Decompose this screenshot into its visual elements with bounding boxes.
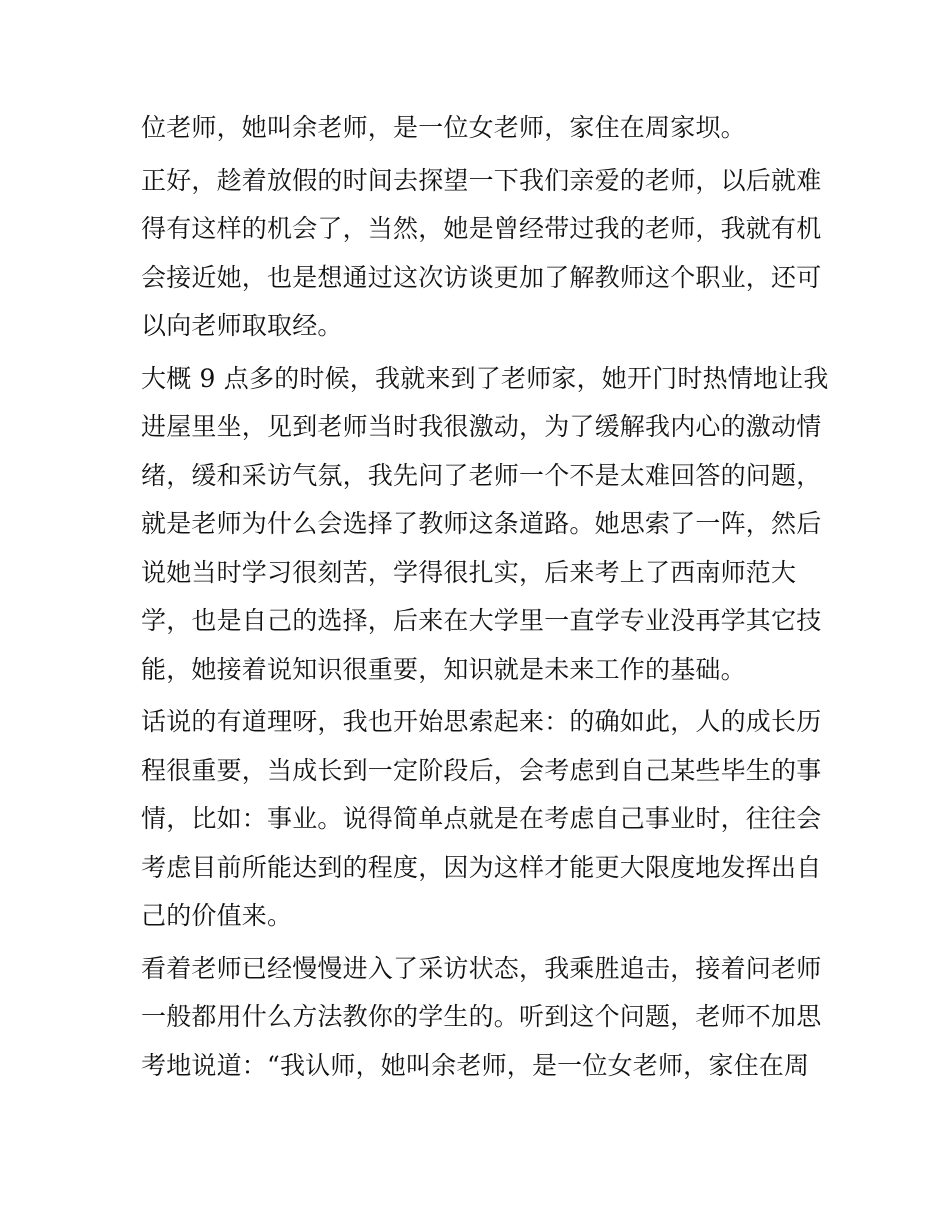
text-line: 一般都用什么方法教你的学生的。听到这个问题，老师不加思 (141, 1002, 822, 1031)
text-line: 会接近她，也是想通过这次访谈更加了解教师这个职业，还可 (141, 262, 822, 292)
text-line: 得有这样的机会了，当然，她是曾经带过我的老师，我就有机 (141, 214, 822, 243)
text-line: 看着老师已经慢慢进入了采访状态，我乘胜追击，接着问老师 (141, 953, 822, 983)
text-line: 以向老师取取经。 (141, 311, 343, 340)
text-line: 位老师，她叫余老师，是一位女老师，家住在周家坝。 (141, 113, 746, 142)
text-line: 考虑目前所能达到的程度，因为这样才能更大限度地发挥出自 (141, 852, 822, 882)
text-line: 就是老师为什么会选择了教师这条道路。她思索了一阵，然后 (141, 509, 822, 538)
text-line: 考地说道：“我认师，她叫余老师，是一位女老师，家住在周 (141, 1050, 810, 1080)
text-line: 学，也是自己的选择，后来在大学里一直学专业没再学其它技 (141, 606, 822, 635)
text-line: 话说的有道理呀，我也开始思索起来：的确如此，人的成长历 (141, 707, 822, 736)
text-line: 程很重要，当成长到一定阶段后，会考虑到自己某些毕生的事 (141, 755, 822, 785)
text-line: 绪，缓和采访气氛，我先问了老师一个不是太难回答的问题， (141, 460, 822, 490)
text-line: 己的价值来。 (141, 901, 293, 930)
text-line: 进屋里坐，见到老师当时我很激动，为了缓解我内心的激动情 (141, 412, 822, 441)
text-line: 说她当时学习很刻苦，学得很扎实，后来考上了西南师范大 (141, 557, 797, 587)
text-line: 情，比如：事业。说得简单点就是在考虑自己事业时，往往会 (141, 804, 822, 833)
text-line: 能，她接着说知识很重要，知识就是未来工作的基础。 (141, 654, 746, 684)
text-line: 大概 9 点多的时候，我就来到了老师家，她开门时热情地让我 (141, 363, 829, 393)
text-line: 正好，趁着放假的时间去探望一下我们亲爱的老师，以后就难 (141, 165, 822, 195)
document-body (141, 104, 829, 1090)
